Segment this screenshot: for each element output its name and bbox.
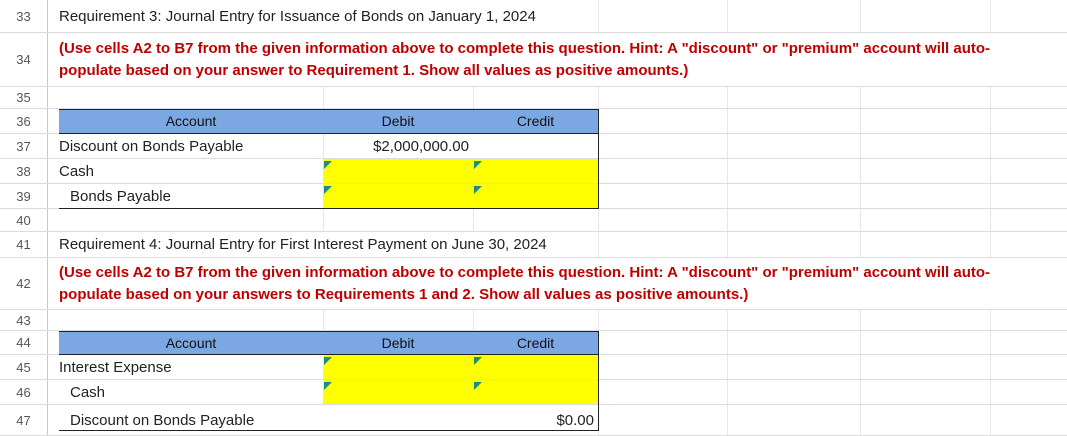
- error-indicator-icon: [474, 382, 482, 390]
- table-border: [598, 109, 599, 209]
- row-header[interactable]: 47: [0, 405, 48, 435]
- sheet-row-37: [0, 134, 1067, 159]
- debit-column-header[interactable]: Debit: [323, 109, 473, 133]
- credit-input-cell[interactable]: [473, 159, 598, 183]
- row-header[interactable]: 39: [0, 184, 48, 208]
- row-header[interactable]: 46: [0, 380, 48, 404]
- credit-column-header[interactable]: Credit: [473, 109, 598, 133]
- account-column-header[interactable]: Account: [59, 331, 323, 354]
- debit-input-cell[interactable]: [323, 355, 473, 379]
- sheet-row-43: [0, 310, 1067, 331]
- debit-column-header[interactable]: Debit: [323, 331, 473, 354]
- credit-input-cell[interactable]: [473, 355, 598, 379]
- row-header[interactable]: 34: [0, 33, 48, 86]
- sheet-row-41: [0, 232, 1067, 258]
- requirement-4-title[interactable]: Requirement 4: Journal Entry for First Interest Payment on June 30, 2024: [59, 232, 557, 257]
- row-header[interactable]: 42: [0, 258, 48, 309]
- sheet-row-42: [0, 258, 1067, 310]
- requirement-3-title[interactable]: Requirement 3: Journal Entry for Issuance of Bonds on January 1, 2024: [59, 0, 546, 32]
- table-border: [59, 109, 599, 110]
- row-header[interactable]: 38: [0, 159, 48, 183]
- row-header[interactable]: 35: [0, 87, 48, 108]
- error-indicator-icon: [324, 161, 332, 169]
- error-indicator-icon: [324, 186, 332, 194]
- row-header[interactable]: 36: [0, 109, 48, 133]
- row-header[interactable]: 33: [0, 0, 48, 32]
- sheet-row-39: [0, 184, 1067, 209]
- table-border: [59, 430, 599, 431]
- sheet-row-44: [0, 331, 1067, 355]
- sheet-row-47: [0, 405, 1067, 436]
- account-cell[interactable]: Discount on Bonds Payable: [59, 137, 244, 155]
- account-column-header[interactable]: Account: [59, 109, 323, 133]
- sheet-row-35: [0, 87, 1067, 109]
- credit-input-cell[interactable]: [473, 380, 598, 404]
- account-cell[interactable]: Cash: [59, 162, 95, 180]
- error-indicator-icon: [324, 382, 332, 390]
- row-header[interactable]: 44: [0, 331, 48, 354]
- debit-input-cell[interactable]: [323, 380, 473, 404]
- row-header[interactable]: 45: [0, 355, 48, 379]
- sheet-row-34: [0, 33, 1067, 87]
- row-header[interactable]: 41: [0, 232, 48, 257]
- sheet-row-36: [0, 109, 1067, 134]
- table-border: [59, 133, 599, 134]
- account-cell[interactable]: Discount on Bonds Payable: [70, 411, 255, 429]
- sheet-row-40: [0, 209, 1067, 232]
- requirement-4-instructions[interactable]: (Use cells A2 to B7 from the given information above to complete this question. Hint: A "discount" or "premium" account will auto-populate based on your answers to Requirements 1 and 2. Show all values as positive amounts.): [59, 258, 1019, 309]
- debit-cell[interactable]: $2,000,000.00: [373, 137, 469, 155]
- credit-cell[interactable]: [473, 134, 598, 158]
- account-cell[interactable]: Bonds Payable: [70, 187, 171, 205]
- error-indicator-icon: [474, 161, 482, 169]
- credit-column-header[interactable]: Credit: [473, 331, 598, 354]
- row-header[interactable]: 37: [0, 134, 48, 158]
- debit-input-cell[interactable]: [323, 159, 473, 183]
- table-border: [59, 331, 599, 332]
- table-border: [59, 354, 599, 355]
- row-header[interactable]: 43: [0, 310, 48, 330]
- credit-cell[interactable]: $0.00: [473, 405, 598, 435]
- sheet-row-38: [0, 159, 1067, 184]
- sheet-row-46: [0, 380, 1067, 405]
- sheet-row-45: [0, 355, 1067, 380]
- error-indicator-icon: [324, 357, 332, 365]
- requirement-3-instructions[interactable]: (Use cells A2 to B7 from the given information above to complete this question. Hint: A "discount" or "premium" account will auto-populate based on your answer to Requirement 1. Show all values as positive amounts.): [59, 33, 1019, 86]
- table-border: [598, 331, 599, 431]
- account-cell[interactable]: Interest Expense: [59, 358, 172, 376]
- sheet-row-33: [0, 0, 1067, 33]
- row-header[interactable]: 40: [0, 209, 48, 231]
- credit-input-cell[interactable]: [473, 184, 598, 208]
- error-indicator-icon: [474, 186, 482, 194]
- table-border: [59, 208, 599, 209]
- account-cell[interactable]: Cash: [70, 383, 106, 401]
- error-indicator-icon: [474, 357, 482, 365]
- debit-input-cell[interactable]: [323, 184, 473, 208]
